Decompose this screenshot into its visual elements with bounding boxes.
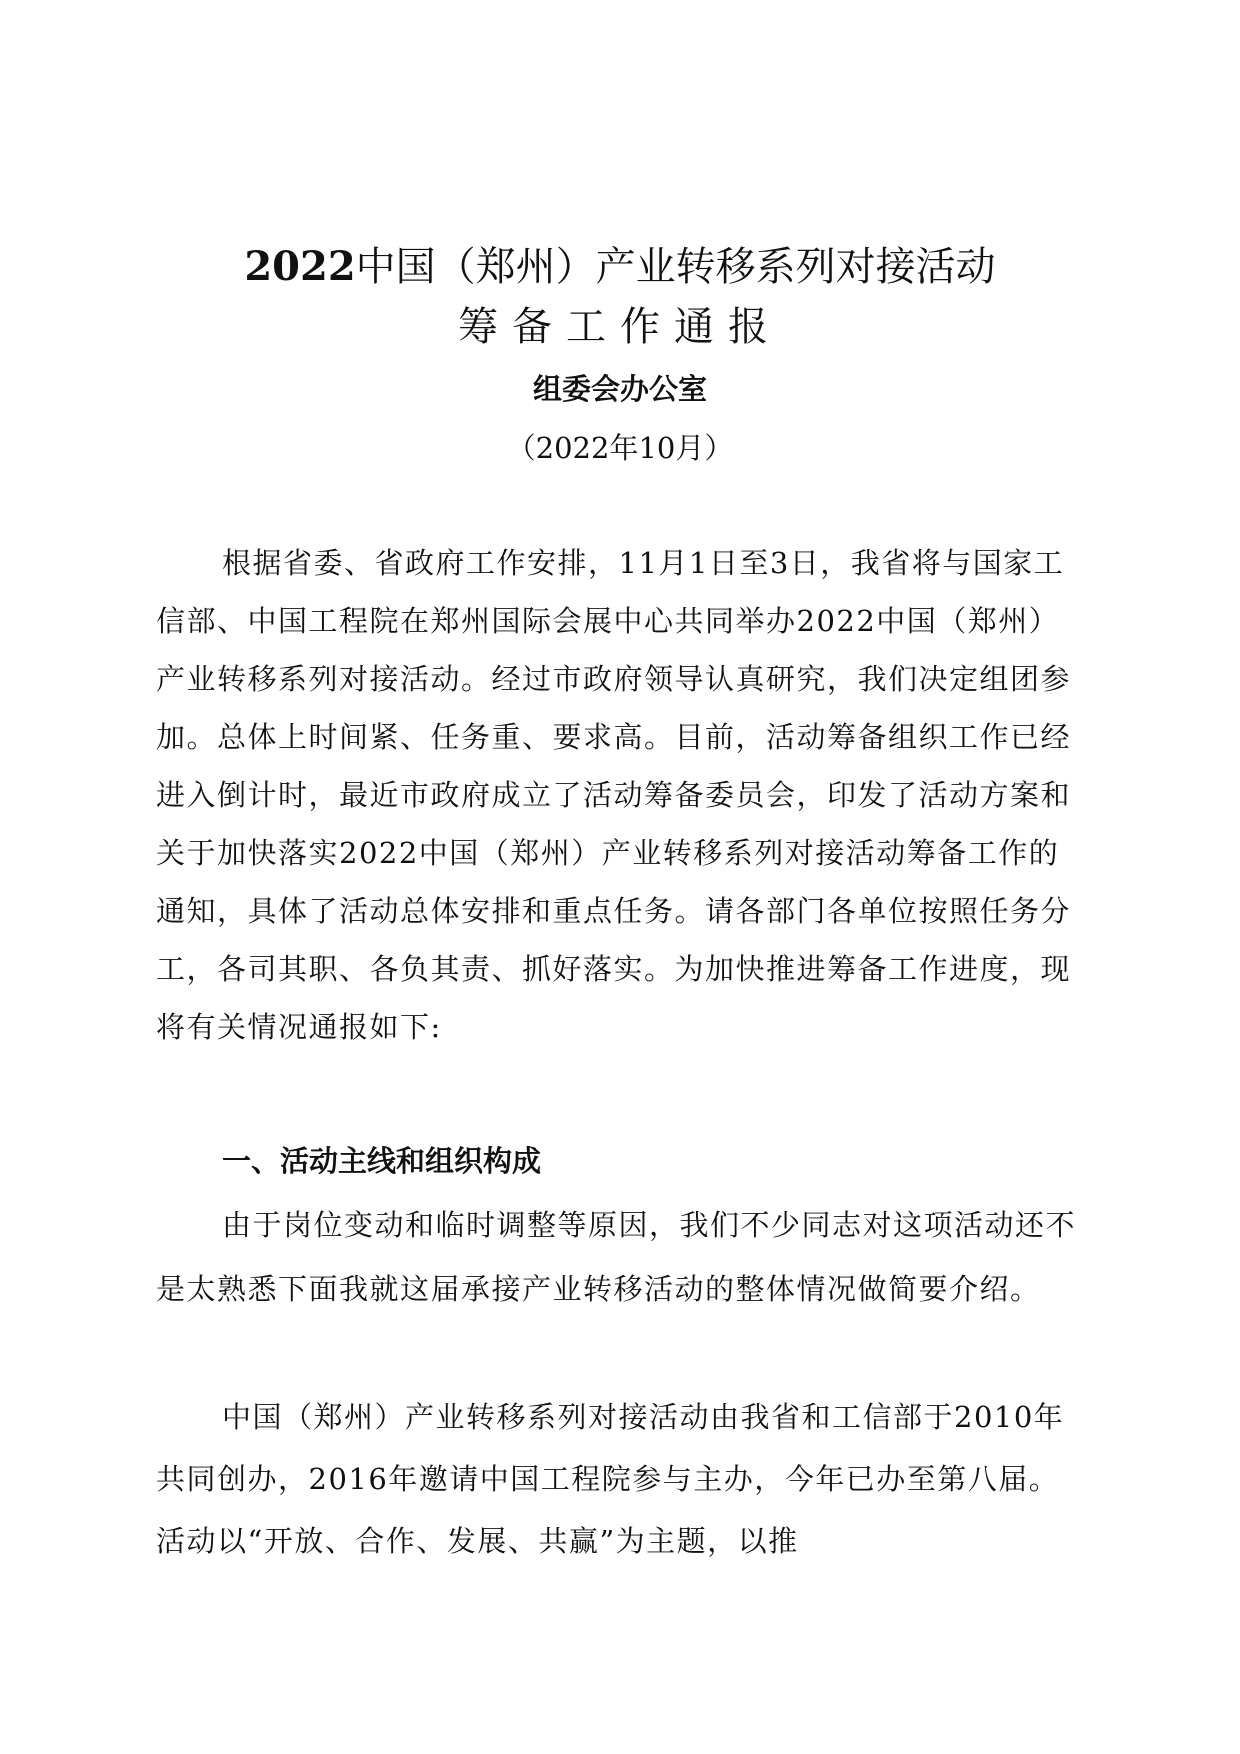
paragraph-section1-b: 中国（郑州）产业转移系列对接活动由我省和工信部于2010年共同创办，2016年邀请中国工程院参与主办，今年已办至第八届。活动以“开放、合作、发展、共赢”为主题，以推 — [156, 1400, 1065, 1558]
section-heading-1: 一、活动主线和组织构成 — [222, 1144, 542, 1178]
title-text: 中国（郑州）产业转移系列对接活动 — [355, 244, 996, 290]
paragraph-intro: 根据省委、省政府工作安排，11月1日至3日，我省将与国家工信部、中国工程院在郑州国际会展中心共同举办2022中国（郑州）产业转移系列对接活动。经过市政府领导认真研究，我们决定组团参加。总体上时间紧、任务重、要求高。目前，活动筹备组织工作已经进入倒计时，最近市政府成立了活动筹备委员会，印发了活动方案和关于加快落实2022中国（郑州）产业转移系列对接活动筹备工作的通知，具体了活动总体安排和重点任务。请各部门各单位按照任务分工，各司其职、各负其责、抓好落实。为加快推进筹备工作进度，现将有关情况通报如下: — [156, 546, 1072, 1044]
title-year: 2022 — [244, 243, 356, 290]
issue-date: （2022年10月） — [506, 431, 734, 465]
document-title-line1 — [0, 241, 1240, 293]
document-title-line2: 筹备工作通报 — [458, 304, 782, 350]
paragraph-section1-a: 由于岗位变动和临时调整等原因，我们不少同志对这项活动还不是太熟悉下面我就这届承接产业转移活动的整体情况做简要介绍。 — [156, 1208, 1077, 1306]
issuer: 组委会办公室 — [532, 372, 707, 406]
